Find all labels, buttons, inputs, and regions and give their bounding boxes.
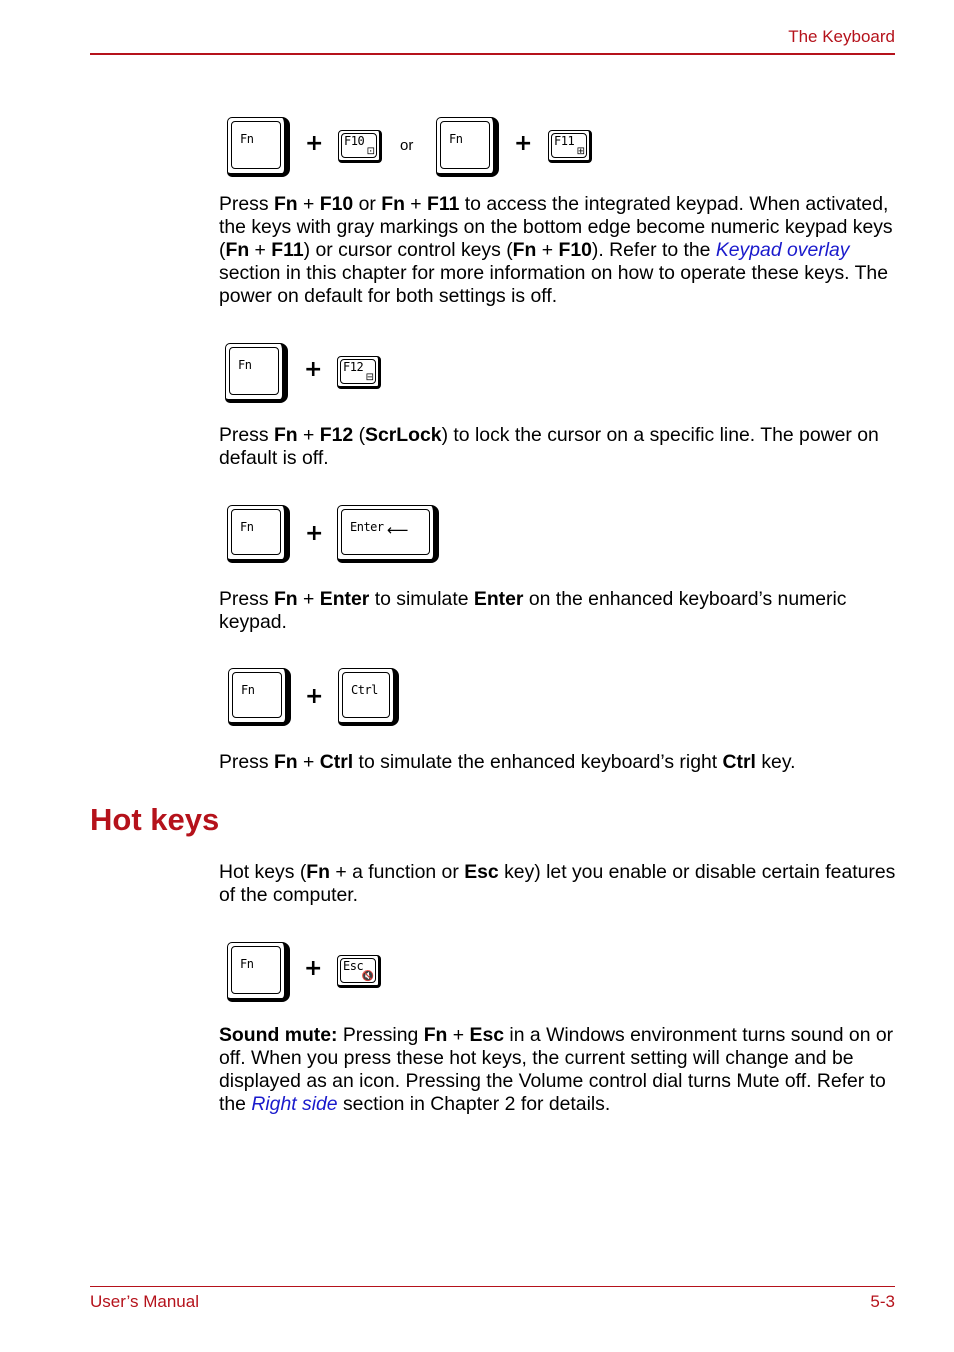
footer-rule <box>90 1286 895 1287</box>
plus-sign: + <box>304 956 323 981</box>
enter-key-image <box>337 505 439 563</box>
fn-key-image <box>225 343 288 403</box>
fn-key-image <box>227 942 290 1002</box>
paragraph-ctrl: Press Fn + Ctrl to simulate the enhanced keyboard’s right Ctrl key. <box>219 751 796 773</box>
ctrl-key-image <box>338 668 399 726</box>
plus-sign: + <box>304 357 323 382</box>
fn-key-image <box>227 505 290 563</box>
or-text: or <box>400 137 414 154</box>
enter-arrow-icon: ⟵ <box>387 521 409 539</box>
numlock-icon: ⊞ <box>576 146 585 157</box>
fn-key-label: Fn <box>449 132 463 146</box>
fn-key-image <box>228 668 291 726</box>
keypad-icon: ⊡ <box>366 146 375 157</box>
ctrl-key-label: Ctrl <box>351 683 378 697</box>
fn-key-image <box>436 117 499 177</box>
plus-sign: + <box>514 131 533 156</box>
f12-key-label: F12 <box>343 360 364 374</box>
plus-sign: + <box>305 521 324 546</box>
footer-manual-title: User’s Manual <box>90 1292 199 1311</box>
keyrow-fn-f10-f11 <box>225 117 605 181</box>
paragraph-scrlock: Press Fn + F12 (ScrLock) to lock the cursor on a specific line. The power on default is off. <box>219 424 879 469</box>
enter-key-label: Enter <box>350 520 384 534</box>
page-number: 5-3 <box>870 1292 895 1311</box>
paragraph-hotkeys-intro: Hot keys (Fn + a function or Esc key) let you enable or disable certain features of the computer. <box>219 861 896 906</box>
f12-key-image <box>337 356 381 389</box>
fn-key-image <box>227 117 290 177</box>
header-rule <box>90 53 895 55</box>
fn-key-label: Fn <box>238 358 252 372</box>
section-heading-hot-keys: Hot keys <box>90 802 220 837</box>
esc-key-label: Esc <box>343 959 364 973</box>
f10-key-label: F10 <box>344 134 365 148</box>
f10-key-image <box>338 130 382 163</box>
keyrow-fn-enter <box>225 505 445 569</box>
right-side-link[interactable]: Right side <box>251 1093 338 1115</box>
fn-key-label: Fn <box>240 957 254 971</box>
plus-sign: + <box>305 684 324 709</box>
keyrow-fn-esc <box>225 942 385 1006</box>
paragraph-keypad: Press Fn + F10 or Fn + F11 to access the integrated keypad. When activated, the keys with gray markings on the bottom edge become numeric keypad keys (Fn + F11) or cursor control keys (Fn + F10). Refer to the Keypad overlay section in this chapter for more information on how to operate these keys. The power on default for both settings is off. <box>219 193 893 307</box>
fn-key-label: Fn <box>240 132 254 146</box>
keyrow-fn-ctrl <box>225 668 405 732</box>
scrlock-icon: ⊟ <box>365 372 374 383</box>
fn-key-label: Fn <box>240 520 254 534</box>
running-header: The Keyboard <box>788 27 895 46</box>
mute-icon: 🔇 <box>361 971 374 982</box>
paragraph-sound-mute: Sound mute: Pressing Fn + Esc in a Windows environment turns sound on or off. When you press these hot keys, the current setting will change and be displayed as an icon. Pressing the Volume control dial turns Mute off. Refer to the Right side section in Chapter 2 for details. <box>219 1024 894 1115</box>
f11-key-image <box>548 130 592 163</box>
f11-key-label: F11 <box>554 134 575 148</box>
keyrow-fn-f12 <box>225 343 385 407</box>
plus-sign: + <box>305 131 324 156</box>
keypad-overlay-link[interactable]: Keypad overlay <box>715 239 850 261</box>
esc-key-image <box>337 955 381 988</box>
fn-key-label: Fn <box>241 683 255 697</box>
paragraph-enter: Press Fn + Enter to simulate Enter on the enhanced keyboard’s numeric keypad. <box>219 588 847 633</box>
